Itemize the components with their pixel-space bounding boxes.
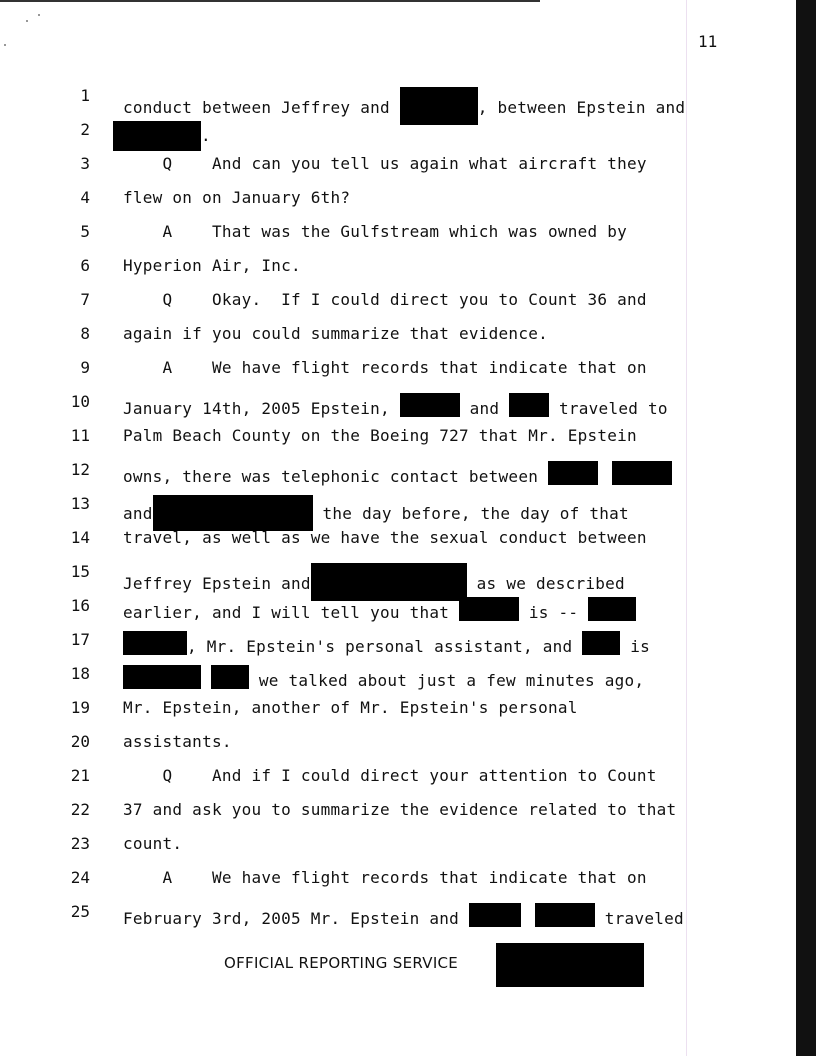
redaction xyxy=(535,903,595,927)
line-text: we talked about just a few minutes ago, xyxy=(249,671,645,690)
line-number: 20 xyxy=(70,732,90,751)
transcript-line: A We have flight records that indicate that on xyxy=(123,358,647,377)
redaction xyxy=(153,495,313,531)
transcript-line: A We have flight records that indicate that on xyxy=(123,868,647,887)
line-text: and xyxy=(123,504,153,523)
line-number: 9 xyxy=(80,358,90,377)
line-text: conduct between Jeffrey and xyxy=(123,98,400,117)
line-number: 7 xyxy=(80,290,90,309)
line-text: , between Epstein and xyxy=(477,98,686,117)
transcript-line: travel, as well as we have the sexual conduct between xyxy=(123,528,647,547)
line-text: is -- xyxy=(519,603,589,622)
redaction xyxy=(469,903,521,927)
redaction xyxy=(123,665,201,689)
transcript-line xyxy=(123,597,636,622)
scan-speck xyxy=(26,20,28,22)
line-number: 25 xyxy=(70,902,90,921)
line-text: is xyxy=(620,637,650,656)
transcript-line xyxy=(123,87,685,125)
line-number: 17 xyxy=(70,630,90,649)
line-number: 8 xyxy=(80,324,90,343)
footer-label: OFFICIAL REPORTING SERVICE xyxy=(224,954,459,972)
transcript-line: Q Okay. If I could direct you to Count 36 and xyxy=(123,290,647,309)
transcript-line xyxy=(113,121,211,151)
line-text: as we described xyxy=(466,574,625,593)
line-number: 1 xyxy=(80,86,90,105)
line-number: 18 xyxy=(70,664,90,683)
transcript-line xyxy=(123,495,629,531)
footer-redaction xyxy=(496,943,644,987)
right-margin-line xyxy=(686,0,687,1056)
redaction xyxy=(509,393,549,417)
scan-speck xyxy=(38,14,40,16)
line-number: 2 xyxy=(80,120,90,139)
redaction xyxy=(311,563,467,601)
line-number: 5 xyxy=(80,222,90,241)
transcript-line xyxy=(123,631,650,656)
line-text: traveled to xyxy=(549,399,668,418)
line-number: 14 xyxy=(70,528,90,547)
line-text: , Mr. Epstein's personal assistant, and xyxy=(187,637,583,656)
transcript-line xyxy=(123,563,625,601)
line-number: 19 xyxy=(70,698,90,717)
line-text: Jeffrey Epstein and xyxy=(123,574,311,593)
transcript-line: A That was the Gulfstream which was owned by xyxy=(123,222,628,241)
transcript-line: Q And if I could direct your attention to Count xyxy=(123,766,657,785)
line-number: 24 xyxy=(70,868,90,887)
transcript-line: Mr. Epstein, another of Mr. Epstein's personal xyxy=(123,698,578,717)
scan-speck xyxy=(4,44,6,46)
transcript-line: again if you could summarize that evidence. xyxy=(123,324,548,343)
redaction xyxy=(113,121,201,151)
redaction xyxy=(582,631,620,655)
line-number: 23 xyxy=(70,834,90,853)
line-number: 10 xyxy=(70,392,90,411)
redaction xyxy=(400,393,460,417)
transcript-line: Palm Beach County on the Boeing 727 that Mr. Epstein xyxy=(123,426,637,445)
line-text: the day before, the day of that xyxy=(312,504,629,523)
redaction xyxy=(123,631,187,655)
line-text: . xyxy=(201,126,211,145)
transcript-line: Hyperion Air, Inc. xyxy=(123,256,301,275)
transcript-line xyxy=(123,665,644,690)
scan-top-edge xyxy=(0,0,540,2)
line-number: 4 xyxy=(80,188,90,207)
transcript-line: assistants. xyxy=(123,732,232,751)
line-text: January 14th, 2005 Epstein, xyxy=(123,399,400,418)
redaction xyxy=(588,597,636,621)
line-number: 21 xyxy=(70,766,90,785)
line-number: 22 xyxy=(70,800,90,819)
redaction xyxy=(400,87,478,125)
line-number: 12 xyxy=(70,460,90,479)
line-text: and xyxy=(459,399,510,418)
line-text: traveled xyxy=(594,909,684,928)
line-number: 3 xyxy=(80,154,90,173)
redaction xyxy=(548,461,598,485)
transcript-line xyxy=(123,393,668,418)
transcript-line: Q And can you tell us again what aircraft they xyxy=(123,154,647,173)
line-number: 6 xyxy=(80,256,90,275)
transcript-line: count. xyxy=(123,834,183,853)
transcript-line: 37 and ask you to summarize the evidence related to that xyxy=(123,800,677,819)
redaction xyxy=(211,665,249,689)
line-number: 11 xyxy=(70,426,90,445)
line-number: 15 xyxy=(70,562,90,581)
line-number: 16 xyxy=(70,596,90,615)
line-text: earlier, and I will tell you that xyxy=(123,603,460,622)
redaction xyxy=(459,597,519,621)
transcript-line xyxy=(123,903,684,928)
page-number: 11 xyxy=(698,32,718,51)
transcript-line xyxy=(123,461,672,486)
line-number: 13 xyxy=(70,494,90,513)
line-text: February 3rd, 2005 Mr. Epstein and xyxy=(123,909,469,928)
transcript-line: flew on on January 6th? xyxy=(123,188,351,207)
redaction xyxy=(612,461,672,485)
scan-right-edge xyxy=(796,0,816,1056)
line-text: owns, there was telephonic contact between xyxy=(123,467,548,486)
